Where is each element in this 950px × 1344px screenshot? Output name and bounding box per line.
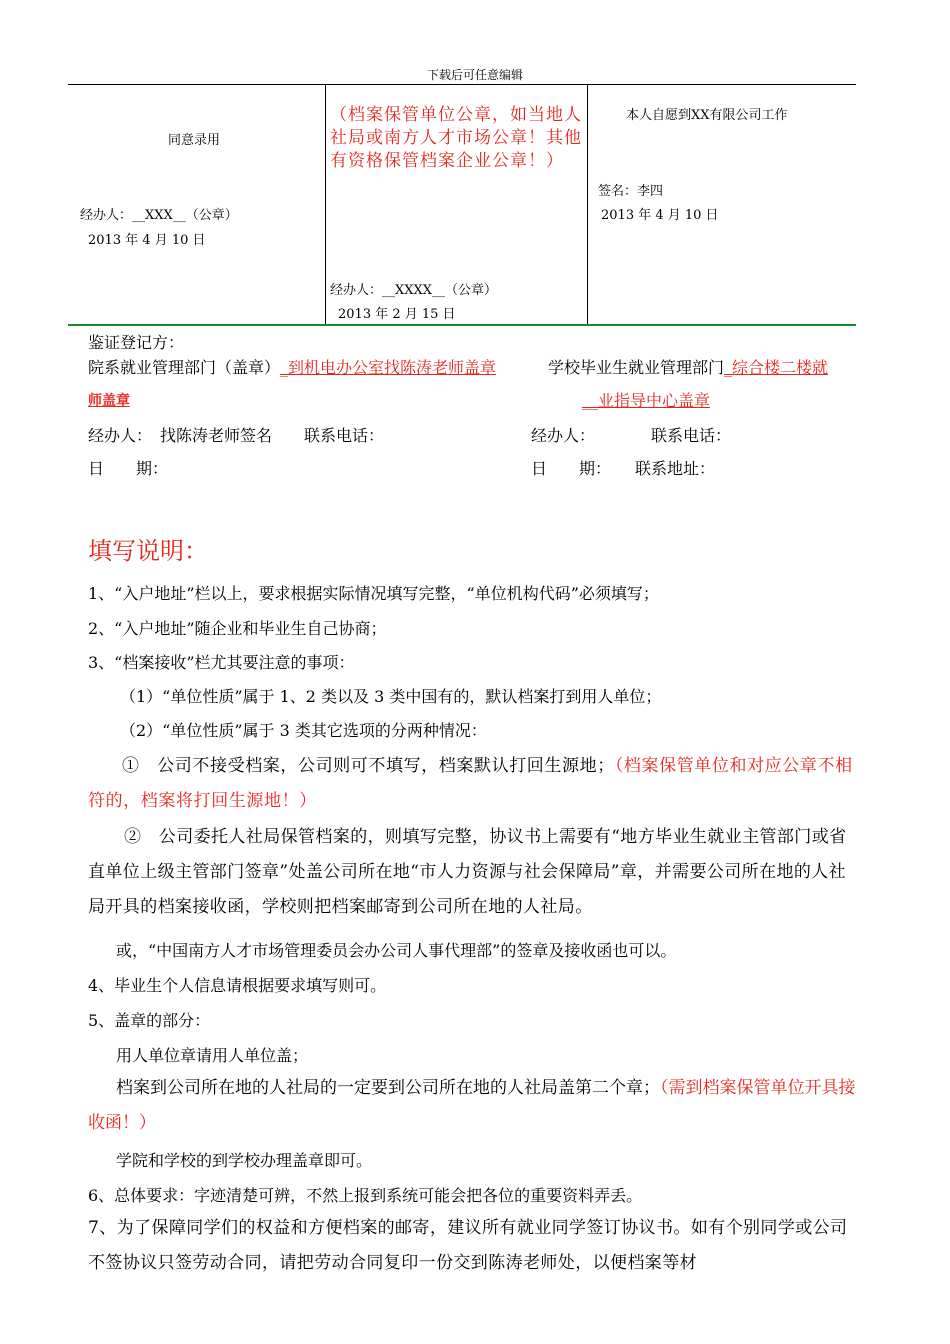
col1-handler: 经办人：__XXX__（公章） bbox=[80, 208, 238, 223]
instructions-title: 填写说明： bbox=[88, 537, 208, 565]
item-5-c: 学院和学校的到学校办理盖章即可。 bbox=[116, 1151, 373, 1170]
item-2: 2、“入户地址”随企业和毕业生自己协商； bbox=[88, 619, 387, 638]
table-divider-2 bbox=[587, 84, 588, 325]
item-3-2-a-text: ① 公司不接受档案，公司则可不填写，档案默认打回生源地； bbox=[122, 756, 615, 776]
col3-date: 2013 年 4 月 10 日 bbox=[601, 208, 719, 223]
item-3-2-b: ② 公司委托人社局保管档案的，则填写完整，协议书上需要有“地方毕业生就业主管部门或省直单位上级主管部门签章”处盖公司所在地“市人力资源与社会保障局”章，并需要公司所在地的人社局开具的档案接收函，学校则把档案邮寄到公司所在地的人社局。 bbox=[88, 827, 847, 917]
verify-heading: 鉴证登记方： bbox=[88, 333, 185, 352]
item-7: 7、为了保障同学们的权益和方便档案的邮寄，建议所有就业同学签订协议书。如有个别同学或公司不签协议只签劳动合同，请把劳动合同复印一份交到陈涛老师处，以便档案等材 bbox=[88, 1218, 848, 1273]
left-date-line: 日 期： bbox=[88, 459, 169, 478]
col1-title: 同意录用 bbox=[168, 133, 221, 148]
item-5-a: 用人单位章请用人单位盖； bbox=[116, 1046, 309, 1065]
item-5: 5、盖章的部分： bbox=[88, 1011, 211, 1030]
item-3: 3、“档案接收”栏尤其要注意的事项： bbox=[88, 653, 355, 672]
school-value-cont bbox=[582, 388, 710, 411]
item-3-1: （1）“单位性质”属于 1、2 类以及 3 类中国有的，默认档案打到用人单位； bbox=[120, 687, 662, 706]
dept-value: _到机电办公室找陈涛老师盖章 bbox=[280, 358, 497, 377]
dept-value-cont: 师盖章 bbox=[88, 393, 130, 409]
col2-date: 2013 年 2 月 15 日 bbox=[338, 307, 456, 322]
item-3-2-a-warning: （档案保管单位和对应公章不相符的，档案将打回生源地！） bbox=[88, 756, 853, 811]
col1-date: 2013 年 4 月 10 日 bbox=[88, 233, 206, 248]
col2-handler: 经办人：__XXXX__（公章） bbox=[330, 283, 498, 298]
table-divider-1 bbox=[325, 84, 326, 325]
item-5-b-text: 档案到公司所在地的人社局的一定要到公司所在地的人社局盖第二个章； bbox=[116, 1078, 660, 1098]
col3-title: 本人自愿到XX有限公司工作 bbox=[626, 108, 788, 123]
item-5-b-warning: （需到档案保管单位开具接收函！） bbox=[88, 1078, 856, 1133]
school-value: _综合楼二楼就 bbox=[724, 358, 829, 377]
download-note: 下载后可任意编辑 bbox=[426, 68, 523, 82]
right-handler-line: 经办人： 联系电话： bbox=[531, 426, 732, 445]
left-handler-line: 经办人： 找陈涛老师签名 联系电话： bbox=[88, 426, 385, 445]
dept-label: 院系就业管理部门（盖章） bbox=[88, 358, 281, 377]
col3-sign: 签名：李四 bbox=[598, 184, 664, 199]
item-5-b bbox=[88, 1071, 858, 1141]
item-1: 1、“入户地址”栏以上，要求根据实际情况填写完整，“单位机构代码”必须填写； bbox=[88, 584, 659, 603]
item-4: 4、毕业生个人信息请根据要求填写则可。 bbox=[88, 976, 387, 995]
item-6: 6、总体要求：字迹清楚可辨，不然上报到系统可能会把各位的重要资料弄丢。 bbox=[88, 1186, 643, 1205]
table-bottom-rule bbox=[68, 324, 856, 326]
school-value-cont-text: __业指导中心盖章 bbox=[582, 391, 711, 410]
school-label: 学校毕业生就业管理部门 bbox=[548, 358, 725, 377]
dept-stamp-line bbox=[88, 355, 496, 378]
school-stamp-line bbox=[548, 355, 828, 378]
table-top-border bbox=[68, 84, 856, 85]
item-3-2-c: 或，“中国南方人才市场管理委员会办公司人事代理部”的签章及接收函也可以。 bbox=[116, 941, 677, 960]
right-date-line: 日 期： 联系地址： bbox=[531, 459, 716, 478]
col2-archive-note: （档案保管单位公章，如当地人社局或南方人才市场公章！其他有资格保管档案企业公章！） bbox=[330, 105, 582, 171]
item-3-2-a bbox=[88, 749, 858, 819]
item-3-2: （2）“单位性质”属于 3 类其它选项的分两种情况： bbox=[120, 721, 487, 740]
